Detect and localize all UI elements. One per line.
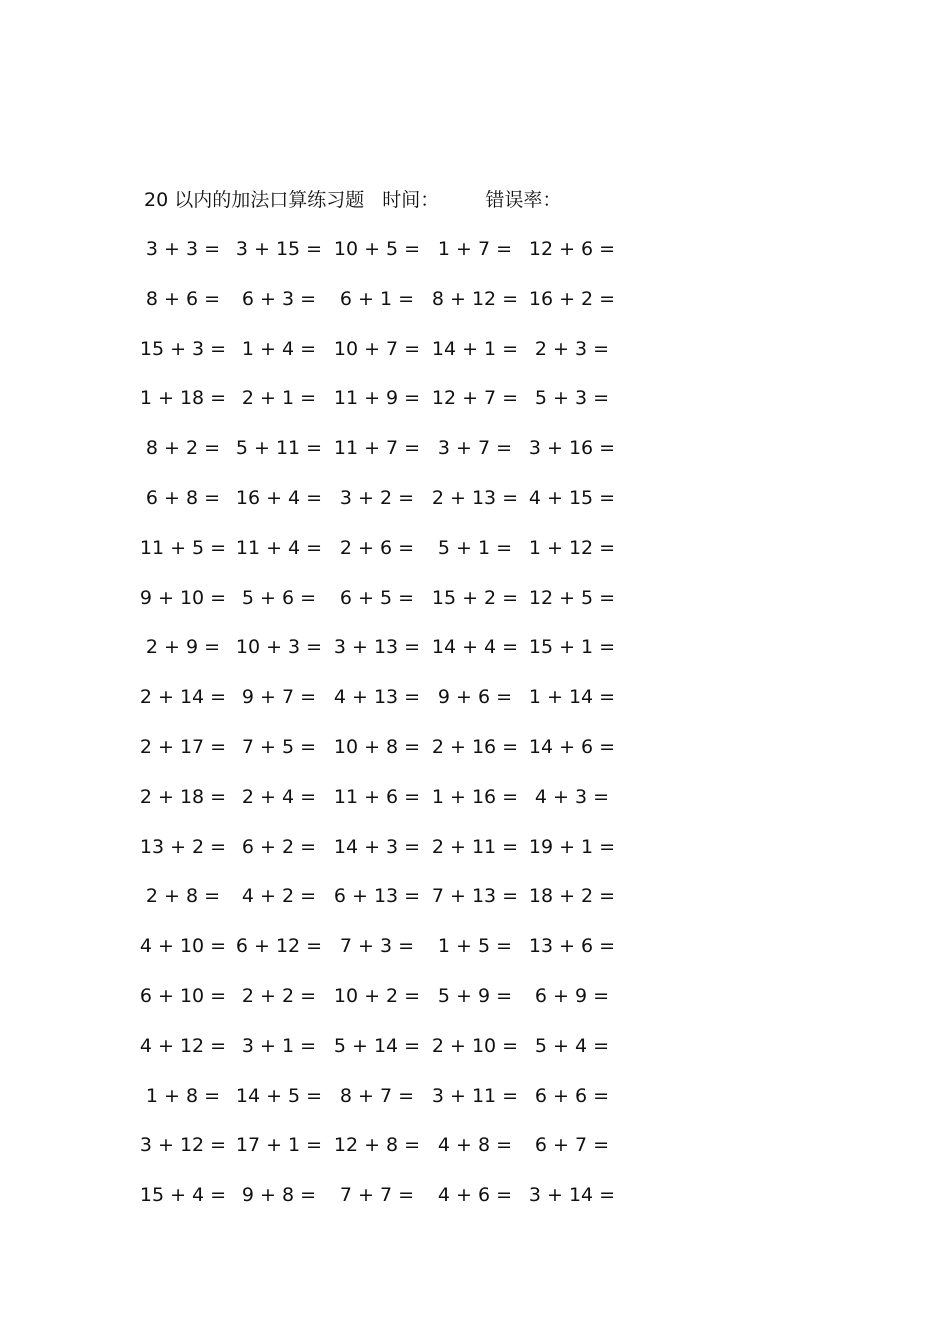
addition-problem: 5 + 3 =	[534, 387, 610, 410]
addition-problem: 5 + 4 =	[534, 1034, 610, 1057]
problem-row	[0, 284, 950, 314]
problem-row	[0, 1081, 950, 1111]
addition-problem: 1 + 16 =	[431, 785, 519, 808]
addition-problem: 6 + 5 =	[339, 586, 415, 609]
addition-problem: 10 + 7 =	[333, 337, 421, 360]
addition-problem: 12 + 7 =	[431, 387, 519, 410]
addition-problem: 6 + 7 =	[534, 1134, 610, 1157]
addition-problem: 2 + 18 =	[139, 785, 227, 808]
addition-problem: 6 + 2 =	[241, 835, 317, 858]
addition-problem: 10 + 8 =	[333, 736, 421, 758]
problem-row	[0, 1180, 950, 1210]
addition-problem: 4 + 3 =	[534, 785, 610, 808]
addition-problem: 3 + 1 =	[241, 1034, 317, 1057]
addition-problem: 3 + 15 =	[235, 238, 323, 260]
addition-problem: 7 + 7 =	[339, 1184, 415, 1207]
error-rate-label: 错误率：	[485, 189, 562, 211]
addition-problem: 13 + 6 =	[528, 935, 616, 958]
addition-problem: 8 + 6 =	[145, 287, 221, 310]
addition-problem: 11 + 5 =	[139, 536, 227, 559]
addition-problem: 1 + 7 =	[437, 238, 513, 260]
problem-row	[0, 632, 950, 662]
addition-problem: 11 + 9 =	[333, 387, 421, 410]
addition-problem: 14 + 6 =	[528, 736, 616, 758]
addition-problem: 8 + 7 =	[339, 1084, 415, 1107]
addition-problem: 4 + 12 =	[139, 1034, 227, 1057]
addition-problem: 10 + 2 =	[333, 985, 421, 1007]
addition-problem: 2 + 2 =	[241, 985, 317, 1007]
worksheet-title: 20 以内的加法口算练习题	[144, 189, 365, 211]
addition-problem: 5 + 14 =	[333, 1034, 421, 1057]
addition-problem: 9 + 6 =	[437, 686, 513, 709]
addition-problem: 7 + 5 =	[241, 736, 317, 758]
problem-row	[0, 583, 950, 613]
addition-problem: 6 + 1 =	[339, 287, 415, 310]
addition-problem: 9 + 7 =	[241, 686, 317, 709]
addition-problem: 12 + 5 =	[528, 586, 616, 609]
addition-problem: 8 + 2 =	[145, 437, 221, 460]
addition-problem: 2 + 8 =	[145, 885, 221, 908]
addition-problem: 2 + 6 =	[339, 536, 415, 559]
problem-row	[0, 1130, 950, 1160]
addition-problem: 6 + 13 =	[333, 885, 421, 908]
addition-problem: 2 + 11 =	[431, 835, 519, 858]
addition-problem: 4 + 8 =	[437, 1134, 513, 1157]
addition-problem: 6 + 10 =	[139, 985, 227, 1007]
addition-problem: 3 + 3 =	[145, 238, 221, 260]
problem-row	[0, 433, 950, 463]
addition-problem: 1 + 8 =	[145, 1084, 221, 1107]
addition-problem: 3 + 2 =	[339, 487, 415, 509]
addition-problem: 3 + 16 =	[528, 437, 616, 460]
addition-problem: 19 + 1 =	[528, 835, 616, 858]
problem-row	[0, 832, 950, 862]
problem-row	[0, 881, 950, 911]
addition-problem: 2 + 17 =	[139, 736, 227, 758]
addition-problem: 7 + 13 =	[431, 885, 519, 908]
problem-row	[0, 1031, 950, 1061]
addition-problem: 1 + 14 =	[528, 686, 616, 709]
addition-problem: 1 + 12 =	[528, 536, 616, 559]
addition-problem: 11 + 7 =	[333, 437, 421, 460]
addition-problem: 4 + 13 =	[333, 686, 421, 709]
addition-problem: 10 + 5 =	[333, 238, 421, 260]
problem-row	[0, 732, 950, 762]
addition-problem: 3 + 12 =	[139, 1134, 227, 1157]
addition-problem: 1 + 4 =	[241, 337, 317, 360]
addition-problem: 2 + 3 =	[534, 337, 610, 360]
addition-problem: 2 + 10 =	[431, 1034, 519, 1057]
problem-row	[0, 533, 950, 563]
addition-problem: 15 + 1 =	[528, 636, 616, 659]
addition-problem: 5 + 1 =	[437, 536, 513, 559]
addition-problem: 14 + 5 =	[235, 1084, 323, 1107]
addition-problem: 13 + 2 =	[139, 835, 227, 858]
addition-problem: 9 + 10 =	[139, 586, 227, 609]
addition-problem: 3 + 7 =	[437, 437, 513, 460]
problem-row	[0, 782, 950, 812]
addition-problem: 2 + 9 =	[145, 636, 221, 659]
addition-problem: 2 + 1 =	[241, 387, 317, 410]
problem-row	[0, 383, 950, 413]
addition-problem: 2 + 13 =	[431, 487, 519, 509]
addition-problem: 14 + 3 =	[333, 835, 421, 858]
addition-problem: 6 + 12 =	[235, 935, 323, 958]
problem-row	[0, 682, 950, 712]
addition-problem: 15 + 2 =	[431, 586, 519, 609]
problem-row	[0, 234, 950, 264]
addition-problem: 18 + 2 =	[528, 885, 616, 908]
addition-problem: 3 + 11 =	[431, 1084, 519, 1107]
addition-problem: 6 + 3 =	[241, 287, 317, 310]
problem-row	[0, 483, 950, 513]
addition-problem: 15 + 4 =	[139, 1184, 227, 1207]
addition-problem: 2 + 4 =	[241, 785, 317, 808]
addition-problem: 1 + 5 =	[437, 935, 513, 958]
addition-problem: 1 + 18 =	[139, 387, 227, 410]
worksheet-header	[144, 186, 561, 214]
addition-problem: 14 + 1 =	[431, 337, 519, 360]
problem-row	[0, 931, 950, 961]
addition-problem: 5 + 6 =	[241, 586, 317, 609]
addition-problem: 12 + 6 =	[528, 238, 616, 260]
addition-problem: 3 + 14 =	[528, 1184, 616, 1207]
addition-problem: 9 + 8 =	[241, 1184, 317, 1207]
addition-problem: 14 + 4 =	[431, 636, 519, 659]
addition-problem: 16 + 4 =	[235, 487, 323, 509]
addition-problem: 4 + 15 =	[528, 487, 616, 509]
addition-problem: 12 + 8 =	[333, 1134, 421, 1157]
addition-problem: 7 + 3 =	[339, 935, 415, 958]
addition-problem: 16 + 2 =	[528, 287, 616, 310]
addition-problem: 5 + 9 =	[437, 985, 513, 1007]
problem-row	[0, 981, 950, 1011]
addition-problem: 3 + 13 =	[333, 636, 421, 659]
addition-problem: 4 + 2 =	[241, 885, 317, 908]
addition-problem: 17 + 1 =	[235, 1134, 323, 1157]
addition-problem: 6 + 6 =	[534, 1084, 610, 1107]
addition-problem: 4 + 10 =	[139, 935, 227, 958]
time-label: 时间：	[382, 189, 440, 211]
addition-problem: 10 + 3 =	[235, 636, 323, 659]
addition-problem: 6 + 9 =	[534, 985, 610, 1007]
addition-problem: 11 + 4 =	[235, 536, 323, 559]
addition-problem: 6 + 8 =	[145, 487, 221, 509]
addition-problem: 4 + 6 =	[437, 1184, 513, 1207]
addition-problem: 15 + 3 =	[139, 337, 227, 360]
addition-problem: 2 + 14 =	[139, 686, 227, 709]
addition-problem: 5 + 11 =	[235, 437, 323, 460]
addition-problem: 2 + 16 =	[431, 736, 519, 758]
problem-row	[0, 334, 950, 364]
addition-problem: 8 + 12 =	[431, 287, 519, 310]
addition-problem: 11 + 6 =	[333, 785, 421, 808]
